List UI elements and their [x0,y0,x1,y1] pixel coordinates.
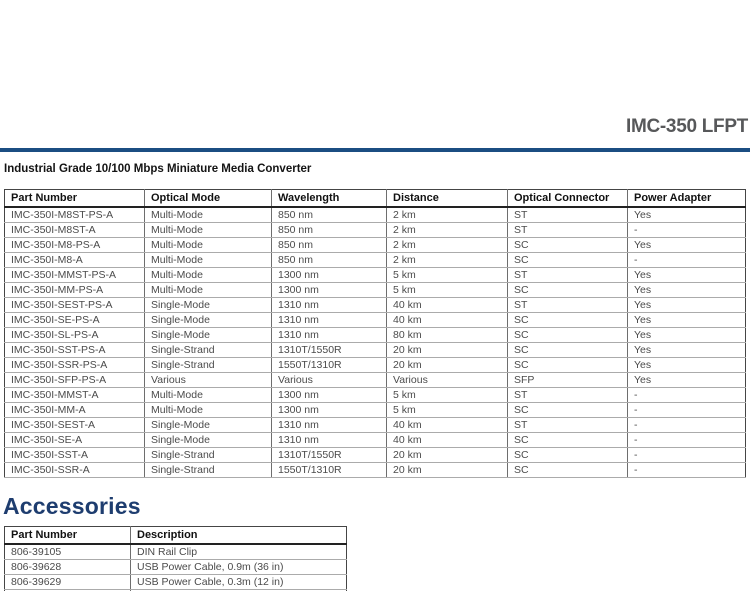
table-cell: IMC-350I-SL-PS-A [5,328,145,343]
table-cell: 2 km [387,223,508,238]
table-cell: 1310T/1550R [272,343,387,358]
table-cell: IMC-350I-SEST-PS-A [5,298,145,313]
table-cell: Yes [628,373,746,388]
table-row [5,388,746,403]
table-cell: Yes [628,343,746,358]
table-row [5,463,746,478]
table-cell: - [628,388,746,403]
table-row [5,343,746,358]
table-row [5,298,746,313]
table-cell: 5 km [387,403,508,418]
table-cell: - [628,463,746,478]
table-cell: IMC-350I-M8-A [5,253,145,268]
table-cell: ST [508,223,628,238]
table-cell: IMC-350I-SFP-PS-A [5,373,145,388]
accessories-table [4,526,347,591]
table-cell: 5 km [387,283,508,298]
table-cell: Multi-Mode [145,207,272,223]
table-cell: IMC-350I-SSR-A [5,463,145,478]
table-cell: 5 km [387,388,508,403]
table-cell: Single-Mode [145,328,272,343]
table-row [5,575,347,590]
table-row [5,433,746,448]
column-header: Part Number [5,190,145,208]
table-cell: Single-Mode [145,433,272,448]
table-cell: ST [508,268,628,283]
table-row [5,358,746,373]
table-cell: Single-Strand [145,448,272,463]
table-cell: 80 km [387,328,508,343]
table-cell: 1300 nm [272,268,387,283]
table-cell: 40 km [387,433,508,448]
table-cell: IMC-350I-SEST-A [5,418,145,433]
table-cell: SC [508,403,628,418]
table-cell: 850 nm [272,207,387,223]
table-cell: 1310 nm [272,298,387,313]
table-row [5,207,746,223]
table-cell: Yes [628,268,746,283]
table-cell: ST [508,388,628,403]
table-row [5,268,746,283]
table-cell: SC [508,358,628,373]
table-cell: Multi-Mode [145,268,272,283]
table-cell: IMC-350I-M8-PS-A [5,238,145,253]
table-cell: SC [508,433,628,448]
table-cell: ST [508,418,628,433]
table-cell: Various [387,373,508,388]
media-converter-spec-table [4,189,746,478]
table-cell: IMC-350I-M8ST-PS-A [5,207,145,223]
table-cell: SC [508,463,628,478]
table-cell: 20 km [387,463,508,478]
column-header: Optical Connector [508,190,628,208]
table-cell: SC [508,343,628,358]
table-cell: USB Power Cable, 0.3m (12 in) [131,575,347,590]
table-cell: SFP [508,373,628,388]
table-row [5,373,746,388]
table-row [5,253,746,268]
table-cell: 20 km [387,343,508,358]
table-cell: Yes [628,207,746,223]
table-cell: SC [508,313,628,328]
table-cell: 806-39628 [5,560,131,575]
table-row [5,328,746,343]
table-cell: - [628,253,746,268]
table-cell: 1300 nm [272,403,387,418]
table-cell: 1550T/1310R [272,358,387,373]
table-cell: SC [508,328,628,343]
table-cell: IMC-350I-SST-PS-A [5,343,145,358]
table-cell: IMC-350I-MMST-A [5,388,145,403]
table-cell: 806-39105 [5,544,131,560]
table-cell: Yes [628,328,746,343]
table-cell: IMC-350I-M8ST-A [5,223,145,238]
table-cell: Yes [628,358,746,373]
table-cell: 1300 nm [272,283,387,298]
page-title: IMC-350 LFPT [625,116,748,137]
table-cell: DIN Rail Clip [131,544,347,560]
table-cell: 1550T/1310R [272,463,387,478]
accessories-heading: Accessories [3,493,141,519]
table-cell: IMC-350I-SE-PS-A [5,313,145,328]
table-cell: Multi-Mode [145,253,272,268]
table-cell: 1300 nm [272,388,387,403]
table-cell: SC [508,448,628,463]
table-cell: IMC-350I-SST-A [5,448,145,463]
table-cell: SC [508,253,628,268]
table-row [5,448,746,463]
table-cell: IMC-350I-SE-A [5,433,145,448]
table-cell: Single-Mode [145,313,272,328]
table-cell: 40 km [387,298,508,313]
table-cell: Multi-Mode [145,238,272,253]
table-header-row [5,190,746,208]
column-header: Wavelength [272,190,387,208]
table-cell: Multi-Mode [145,223,272,238]
table-cell: USB Power Cable, 0.9m (36 in) [131,560,347,575]
table-cell: Yes [628,298,746,313]
table-cell: IMC-350I-MMST-PS-A [5,268,145,283]
table-cell: Various [272,373,387,388]
table-cell: - [628,418,746,433]
table-row [5,313,746,328]
column-header: Optical Mode [145,190,272,208]
table-cell: 1310 nm [272,433,387,448]
table-row [5,223,746,238]
table-cell: IMC-350I-MM-PS-A [5,283,145,298]
table-row [5,403,746,418]
table-cell: Yes [628,283,746,298]
table-cell: Yes [628,238,746,253]
table-cell: - [628,223,746,238]
table-cell: SC [508,238,628,253]
table-cell: 1310 nm [272,418,387,433]
table-cell: 2 km [387,207,508,223]
table-cell: SC [508,283,628,298]
table-cell: ST [508,298,628,313]
table-cell: 850 nm [272,238,387,253]
section-heading: Industrial Grade 10/100 Mbps Miniature Media Converter [4,163,312,175]
table-cell: 850 nm [272,223,387,238]
table-cell: 5 km [387,268,508,283]
column-header: Part Number [5,527,131,545]
table-row [5,560,347,575]
table-cell: 2 km [387,238,508,253]
table-cell: - [628,403,746,418]
table-row [5,238,746,253]
table-row [5,418,746,433]
header-divider-rule [0,148,750,152]
table-cell: 40 km [387,313,508,328]
table-cell: Various [145,373,272,388]
table-cell: ST [508,207,628,223]
table-cell: - [628,448,746,463]
table-cell: Single-Strand [145,343,272,358]
table-cell: 40 km [387,418,508,433]
table-cell: Single-Mode [145,298,272,313]
table-cell: IMC-350I-SSR-PS-A [5,358,145,373]
table-cell: - [628,433,746,448]
table-cell: Multi-Mode [145,283,272,298]
table-cell: 20 km [387,448,508,463]
table-header-row [5,527,347,545]
table-cell: IMC-350I-MM-A [5,403,145,418]
table-row [5,283,746,298]
table-cell: Single-Strand [145,358,272,373]
column-header: Distance [387,190,508,208]
table-row [5,544,347,560]
table-cell: Single-Strand [145,463,272,478]
table-cell: 20 km [387,358,508,373]
table-cell: Single-Mode [145,418,272,433]
table-cell: 806-39629 [5,575,131,590]
table-cell: Multi-Mode [145,388,272,403]
column-header: Power Adapter [628,190,746,208]
column-header: Description [131,527,347,545]
table-cell: 1310 nm [272,328,387,343]
table-cell: 1310 nm [272,313,387,328]
table-cell: 2 km [387,253,508,268]
table-cell: Multi-Mode [145,403,272,418]
table-cell: Yes [628,313,746,328]
table-cell: 1310T/1550R [272,448,387,463]
table-cell: 850 nm [272,253,387,268]
